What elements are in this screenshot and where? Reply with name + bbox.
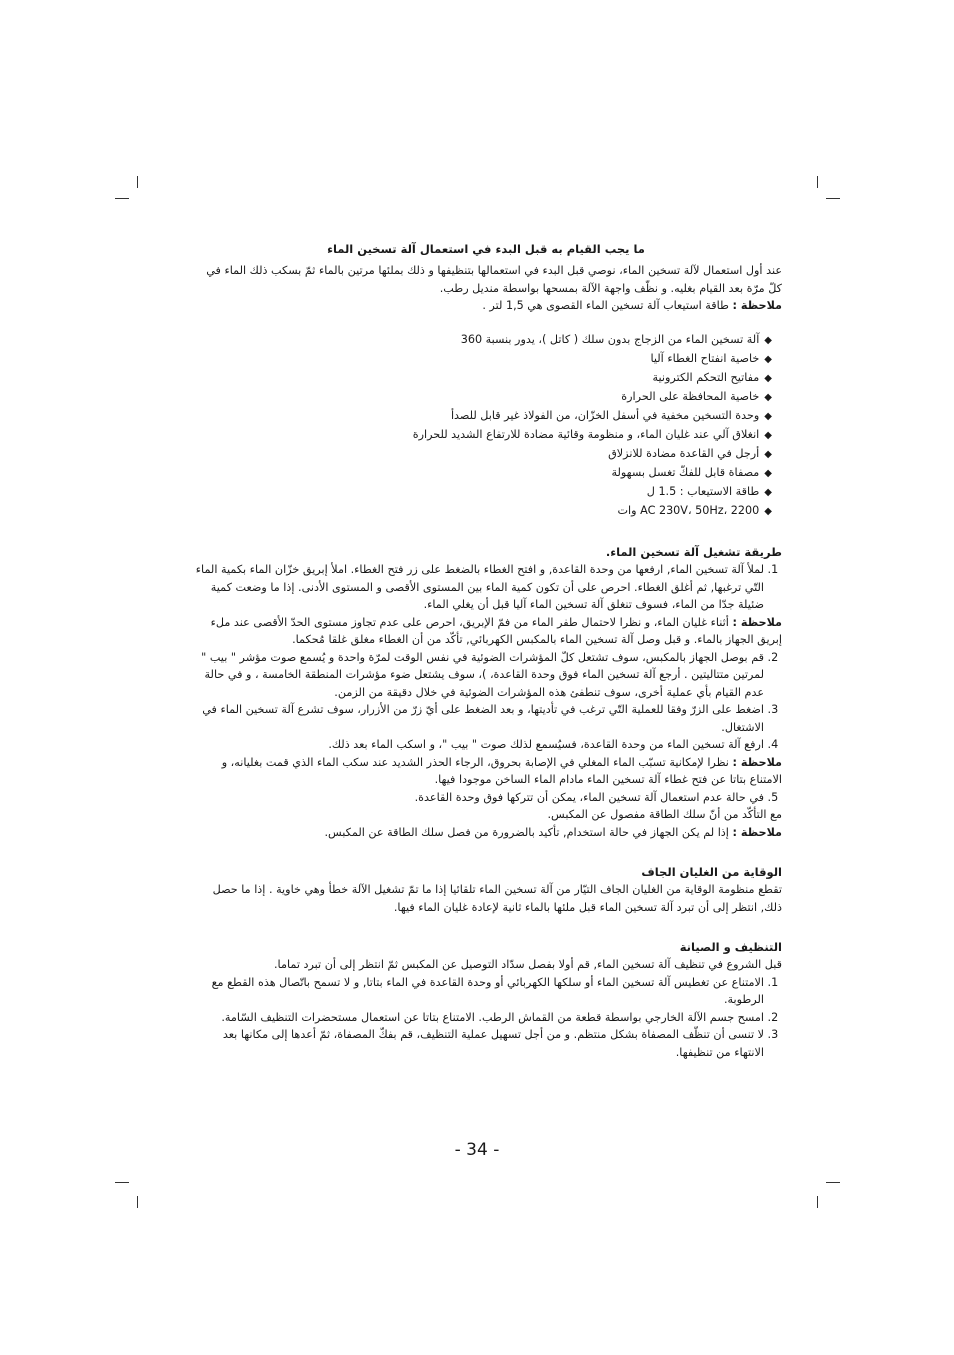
operation-steps-b	[190, 649, 782, 754]
diamond-bullet-icon: ◆	[764, 410, 772, 422]
operation-step-3: 3. اضغط على الزرّ وفقا للعملية التّي ترغب في تأديتها، و بعد الضغط على أيّ زرّ من الأزرار، سوف تشرع آلة تسخين الماء في الاشتغال.	[190, 701, 764, 736]
diamond-bullet-icon: ◆	[764, 468, 772, 480]
crop-mark	[817, 176, 818, 188]
feature-item: ◆أرجل في القاعدة مضادة للانزلاق	[608, 447, 772, 461]
crop-mark	[826, 1182, 840, 1183]
cleaning-intro: قبل الشروع في تنظيف آلة تسخين الماء, قم أولا بفصل سدّاد التوصيل عن المكبس ثمّ انتظر إلى أن تبرد تماما.	[274, 958, 782, 972]
feature-item: ◆خاصية انفتاح الغطاء آليا	[650, 351, 772, 365]
operation-step-4: 4. ارفع آلة تسخين الماء من وحدة القاعدة، فسيُسمع لذلك صوت " بيب "، و اسكب الماء بعد ذلك.	[190, 736, 764, 754]
diamond-bullet-icon: ◆	[764, 391, 772, 403]
cleaning-step-2: 2. امسح جسم الآلة الخارجي بواسطة قطعة من القماش الرطب. الامتناع بتاتا عن استعمال مستحضرات التنظيف السّامة.	[190, 1009, 764, 1027]
diamond-bullet-icon: ◆	[764, 487, 772, 499]
dry-boil-paragraph: تقطع منظومة الوقاية من الغليان الجاف التيّار من آلة تسخين الماء تلقائيا إذا ما تمّ تشغيل الآلة خطأ وهي خاوية . إذا ما حصل ذلك, انتظر إلى أن تبرد آلة تسخين الماء قبل ملئها بالماء ثانية لإعادة غليان الماء فيها.	[212, 883, 782, 914]
feature-item: ◆AC 230V، 50Hz، 2200 وات	[617, 504, 772, 518]
diamond-bullet-icon: ◆	[764, 506, 772, 518]
section-title-cleaning: التنظيف و الصيانة	[679, 940, 782, 955]
cleaning-step-3: 3. لا تنسى أن تنظّف المصفاة بشكل منتظم. و من أجل تسهيل عملية التنظيف، قم بفكّ المصفاة، ثمّ أعدها إلى مكانها بعد الانتهاء من تنظيفها.	[190, 1026, 764, 1061]
crop-mark	[137, 176, 138, 188]
operation-step-1: 1. لملأ آلة تسخين الماء, ارفعها من وحدة القاعدة, و افتح الغطاء بالضغط على زر فتح الغطاء. املأ إبريق خزّان الماء بكمية الماء التّي ترغبها, ثم أغلق الغطاء. احرص على أن تكون كمية الماء بين المستوى الأقصى و المستوى الأدنى. إذا ما وضعت كمية ضئيلة جدّا من الماء، فسوف تنغلق آلة تسخين الماء آليا قبل أن يغلي الماء.	[190, 561, 764, 614]
note-text: أثناء غليان الماء، و نظرا لاحتمال طفر الماء من فمّ الإبريق، احرص على عدم تجاوز مستوى الحدّ الأقصى عند ملء إبريق الجهاز بالماء. و قبل وصل آلة تسخين الماء بالمكبس الكهربائي, تأكّد من أن الغطاء مغلق غلقا مُحكما.	[210, 615, 782, 647]
note-label: ملاحظة :	[732, 755, 782, 769]
diamond-bullet-icon: ◆	[764, 372, 772, 384]
note-label: ملاحظة :	[732, 299, 782, 312]
diamond-bullet-icon: ◆	[764, 449, 772, 461]
crop-mark	[826, 198, 840, 199]
prep-paragraph: عند أول استعمال لآلة تسخين الماء، نوصي قبل البدء في استعمالها بتنظيفها و ذلك بملئها مرتين بالماء ثمّ بسكب ذلك الماء في كلّ مرّة بعد القيام بغليه. و نظّف واجهة الآلة بمسحها بواسطة منديل رطب.	[206, 264, 782, 295]
feature-item: ◆انغلاق آلي عند غليان الماء، و منظومة وقائية مضادة للارتفاع الشديد للحرارة	[412, 427, 772, 441]
operation-steps-a	[190, 561, 782, 614]
operation-note-3	[190, 824, 782, 842]
note-text: طاقة استيعاب آلة تسخين الماء القصوى هي 1,5 لتر .	[482, 299, 733, 312]
section-title-dry-boil: الوقاية من الغليان الجاف	[641, 865, 782, 880]
feature-item: ◆طاقة الاستيعاب : 1.5 ل	[646, 485, 772, 499]
note-label: ملاحظة :	[732, 825, 782, 839]
feature-item: ◆وحدة التسخين مخفية في أسفل الخزّان، من الفولاذ غير قابل للصدأ	[450, 408, 772, 422]
feature-item: ◆مصفاة قابل للفكّ تغسل بسهولة	[611, 466, 772, 480]
operation-step-2: 2. قم بوصل الجهاز بالمكبس، سوف تشتعل كلّ المؤشرات الضوئية في نفس الوقت لمرّة واحدة و يُسمع صوت مؤشر " بيب " لمرتين متتاليتين . أرجع آلة تسخين الماء فوق وحدة القاعدة، )، سوف يشتعل ضوء مؤشرات المنطقة الخامسة ، و في حالة عدم القيام بأي عملية أخرى، سوف تنطفئ هذه المؤشرات الضوئية في خلال دقيقة من الزمن.	[190, 649, 764, 702]
prep-note	[190, 297, 782, 315]
note-label: ملاحظة :	[732, 615, 782, 629]
note-text: نظرا لإمكانية تسبّب الماء المغلي في الإصابة بحروق، الرجاء الحذر الشديد عند سكب الماء الذي قمت بغليانه، و الامتناع بتاتا عن فتح غطاء آلة تسخين الماء مادام الماء الساخن موجودا فيها.	[221, 755, 782, 787]
feature-item: ◆مفاتيح التحكم الكترونية	[652, 370, 772, 384]
feature-item: ◆آلة تسخين الماء من الزجاج بدون سلك ( كاتل )، يدور بنسبة 360	[460, 332, 772, 346]
operation-step-5: 5. في حالة عدم استعمال آلة تسخين الماء، يمكن أن تتركها فوق وحدة القاعدة.	[190, 789, 764, 807]
crop-mark	[817, 1196, 818, 1208]
operation-note-1	[190, 614, 782, 649]
note-text: إذا لم يكن الجهاز في حالة استخدام, تأكيد بالضرورة من فصل سلك الطاقة عن المكبس.	[324, 825, 733, 839]
crop-mark	[115, 198, 129, 199]
document-page	[190, 240, 782, 1061]
section-title-prep: ما يجب القيام به قبل البدء في استعمال آلة تسخين الماء	[327, 242, 645, 256]
diamond-bullet-icon: ◆	[764, 429, 772, 441]
crop-mark	[115, 1182, 129, 1183]
diamond-bullet-icon: ◆	[764, 353, 772, 365]
cleaning-steps	[190, 974, 782, 1062]
cleaning-step-1: 1. الامتناع عن تغطيس آلة تسخين الماء أو سلكها الكهربائي أو وحدة القاعدة في الماء بتاتا, و لا تسمح باتّصال هذه القطع مع الرطوبة.	[190, 974, 764, 1009]
feature-list	[190, 331, 782, 522]
operation-steps-c	[190, 789, 782, 807]
page-number: - 34 -	[454, 1140, 500, 1160]
operation-note-2	[190, 754, 782, 789]
feature-item: ◆خاصية المحافظة على الحرارة	[621, 389, 772, 403]
crop-mark	[137, 1196, 138, 1208]
diamond-bullet-icon: ◆	[764, 334, 772, 346]
operation-after-step-5: مع التأكّد من أنّ سلك الطاقة مفصول عن المكبس.	[547, 808, 782, 822]
section-title-operation: طريقة تشغيل آلة تسخين الماء.	[605, 545, 782, 560]
